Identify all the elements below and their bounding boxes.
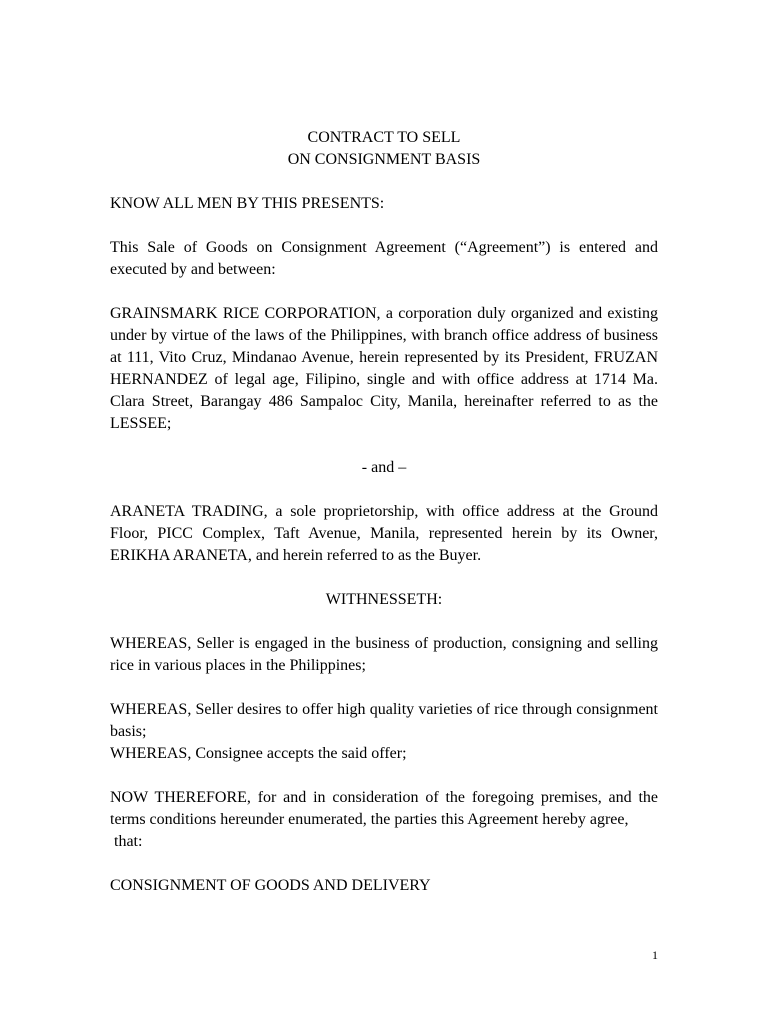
- document-body: [110, 193, 658, 897]
- whereas-clause-2: WHEREAS, Seller desires to offer high quality varieties of rice through consignment basis;: [110, 701, 658, 740]
- page-number: 1: [652, 948, 658, 962]
- greeting: KNOW ALL MEN BY THIS PRESENTS:: [110, 195, 385, 212]
- whereas-clause-3: WHEREAS, Consignee accepts the said offer;: [110, 745, 407, 762]
- title-line-2: ON CONSIGNMENT BASIS: [287, 151, 481, 168]
- whereas-clause-1: WHEREAS, Seller is engaged in the business of production, consigning and selling rice in various places in the Philippines;: [110, 635, 658, 674]
- witnesseth-heading: WITHNESSETH:: [325, 591, 443, 608]
- document-title: [110, 127, 658, 171]
- that-line: that:: [114, 833, 143, 850]
- section-heading: CONSIGNMENT OF GOODS AND DELIVERY: [110, 877, 431, 894]
- and-separator: - and –: [361, 459, 407, 476]
- party-two-paragraph: ARANETA TRADING, a sole proprietorship, with office address at the Ground Floor, PICC Complex, Taft Avenue, Manila, represented herein by its Owner, ERIKHA ARANETA, and herein referred to as the Buyer.: [110, 503, 658, 564]
- intro-paragraph: This Sale of Goods on Consignment Agreement (“Agreement”) is entered and executed by and between:: [110, 239, 658, 278]
- now-therefore-paragraph: NOW THEREFORE, for and in consideration of the foregoing premises, and the terms conditions hereunder enumerated, the parties this Agreement hereby agree,: [110, 789, 658, 828]
- party-one-paragraph: GRAINSMARK RICE CORPORATION, a corporation duly organized and existing under by virtue of the laws of the Philippines, with branch office address of business at 111, Vito Cruz, Mindanao Avenue, herein represented by its President, FRUZAN HERNANDEZ of legal age, Filipino, single and with office address at 1714 Ma. Clara Street, Barangay 486 Sampaloc City, Manila, hereinafter referred to as the LESSEE;: [110, 305, 658, 432]
- title-line-1: CONTRACT TO SELL: [307, 129, 461, 146]
